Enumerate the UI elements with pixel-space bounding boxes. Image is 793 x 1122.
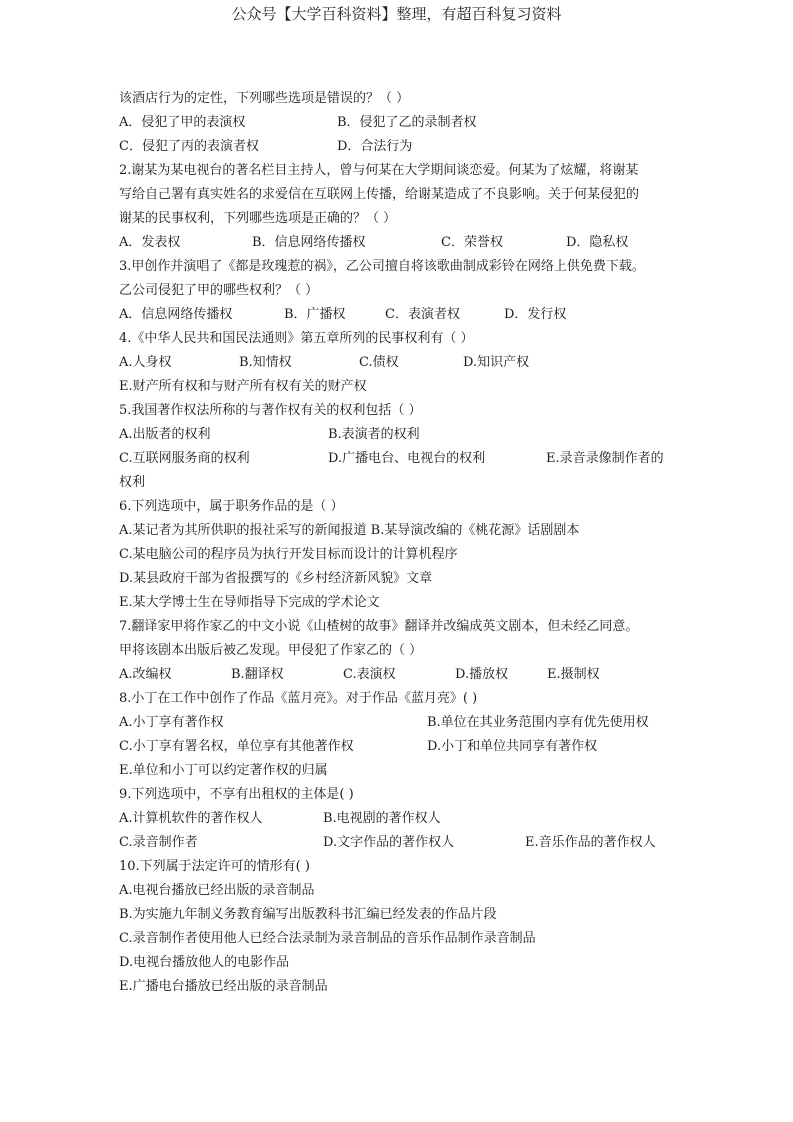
option-text: A.出版者的权利 <box>119 427 211 442</box>
option-text: B.电视剧的著作权人 <box>323 811 441 826</box>
options-row <box>119 231 679 255</box>
text-line: E.单位和小丁可以约定著作权的归属 <box>119 763 328 778</box>
question-content <box>119 87 679 999</box>
text-line: 2.谢某为某电视台的著名栏目主持人，曾与何某在大学期间谈恋爱。何某为了炫耀，将谢某 <box>119 163 639 178</box>
text-line: E.广播电台播放已经出版的录音制品 <box>119 979 328 994</box>
text-line: A.某记者为其所供职的报社采写的新闻报道 B.某导演改编的《桃花源》话剧剧本 <box>119 523 580 538</box>
option-text: A.人身权 <box>119 355 172 370</box>
text-line: 该酒店行为的定性，下列哪些选项是错误的？（ ） <box>119 91 410 106</box>
option-text: D.知识产权 <box>463 355 530 370</box>
text-line: C.录音制作者使用他人已经合法录制为录音制品的音乐作品制作录音制品 <box>119 931 536 946</box>
option-text: C.表演权 <box>343 667 396 682</box>
option-text: E.摄制权 <box>547 667 600 682</box>
page-header: 公众号【大学百科资料】整理，有超百科复习资料 <box>231 5 562 23</box>
text-line: 谢某的民事权利，下列哪些选项是正确的？（ ） <box>119 211 397 226</box>
option-text: D．发行权 <box>504 307 567 322</box>
option-text: E.录音录像制作者的 <box>546 451 664 466</box>
text-line: E.财产所有权和与财产所有权有关的财产权 <box>119 379 367 394</box>
option-text: A.改编权 <box>119 667 172 682</box>
option-text: A．信息网络传播权 <box>119 307 233 322</box>
options-row <box>119 831 679 855</box>
option-text: D.小丁和单位共同享有著作权 <box>427 739 598 754</box>
text-line: D.电视台播放他人的电影作品 <box>119 955 290 970</box>
text-line: E.某大学博士生在导师指导下完成的学术论文 <box>119 595 380 610</box>
option-text: A.小丁享有著作权 <box>119 715 224 730</box>
options-row <box>119 447 679 471</box>
text-line: 9.下列选项中，不享有出租权的主体是( ) <box>119 787 354 802</box>
options-row <box>119 711 679 735</box>
options-row <box>119 735 679 759</box>
text-line: D.某县政府干部为省报撰写的《乡村经济新风貌》文章 <box>119 571 433 586</box>
option-text: B.知情权 <box>239 355 292 370</box>
option-text: C.互联网服务商的权利 <box>119 451 250 466</box>
option-text: C．表演者权 <box>385 307 460 322</box>
options-row <box>119 111 679 135</box>
option-text: D．合法行为 <box>337 139 413 154</box>
text-line: B.为实施九年制义务教育编写出版教科书汇编已经发表的作品片段 <box>119 907 497 922</box>
text-line: 写给自己署有真实姓名的求爱信在互联网上传播，给谢某造成了不良影响。关于何某侵犯的 <box>119 187 640 202</box>
options-row <box>119 135 679 159</box>
text-line: 4.《中华人民共和国民法通则》第五章所列的民事权利有（ ） <box>119 331 474 346</box>
option-text: A．发表权 <box>119 235 181 250</box>
option-text: D.播放权 <box>455 667 509 682</box>
option-text: B.单位在其业务范围内享有优先使用权 <box>427 715 649 730</box>
option-text: D．隐私权 <box>566 235 629 250</box>
text-line: 权利 <box>119 475 146 490</box>
option-text: B.表演者的权利 <box>328 427 420 442</box>
option-text: D.文字作品的著作权人 <box>323 835 455 850</box>
option-text: D.广播电台、电视台的权利 <box>328 451 486 466</box>
options-row <box>119 807 679 831</box>
text-line: 10.下列属于法定许可的情形有( ) <box>119 859 310 874</box>
option-text: A.计算机软件的著作权人 <box>119 811 263 826</box>
option-text: B．侵犯了乙的录制者权 <box>337 115 477 130</box>
option-text: A．侵犯了甲的表演权 <box>119 115 246 130</box>
text-line: 3.甲创作并演唱了《都是玫瑰惹的祸》，乙公司擅自将该歌曲制成彩铃在网络上供免费下载。 <box>119 259 645 274</box>
text-line: 5.我国著作权法所称的与著作权有关的权利包括（ ） <box>119 403 422 418</box>
option-text: E.音乐作品的著作权人 <box>525 835 656 850</box>
option-text: C．荣誉权 <box>441 235 503 250</box>
option-text: C.债权 <box>359 355 399 370</box>
text-line: A.电视台播放已经出版的录音制品 <box>119 883 315 898</box>
option-text: C.录音制作者 <box>119 835 198 850</box>
text-line: 7.翻译家甲将作家乙的中文小说《山楂树的故事》翻译并改编成英文剧本，但未经乙同意。 <box>119 619 639 634</box>
text-line: 甲将该剧本出版后被乙发现。甲侵犯了作家乙的（ ） <box>119 643 423 658</box>
options-row <box>119 351 679 375</box>
text-line: 6.下列选项中，属于职务作品的是（ ） <box>119 499 344 514</box>
options-row <box>119 423 679 447</box>
option-text: B.翻译权 <box>231 667 284 682</box>
text-line: C.某电脑公司的程序员为执行开发目标而设计的计算机程序 <box>119 547 458 562</box>
option-text: B．广播权 <box>284 307 346 322</box>
text-line: 乙公司侵犯了甲的哪些权利？（ ） <box>119 283 319 298</box>
options-row <box>119 303 679 327</box>
option-text: C.小丁享有署名权，单位享有其他著作权 <box>119 739 354 754</box>
options-row <box>119 663 679 687</box>
text-line: 8.小丁在工作中创作了作品《蓝月亮》。对于作品《蓝月亮》( ) <box>119 691 478 706</box>
option-text: B．信息网络传播权 <box>252 235 366 250</box>
option-text: C．侵犯了丙的表演者权 <box>119 139 259 154</box>
